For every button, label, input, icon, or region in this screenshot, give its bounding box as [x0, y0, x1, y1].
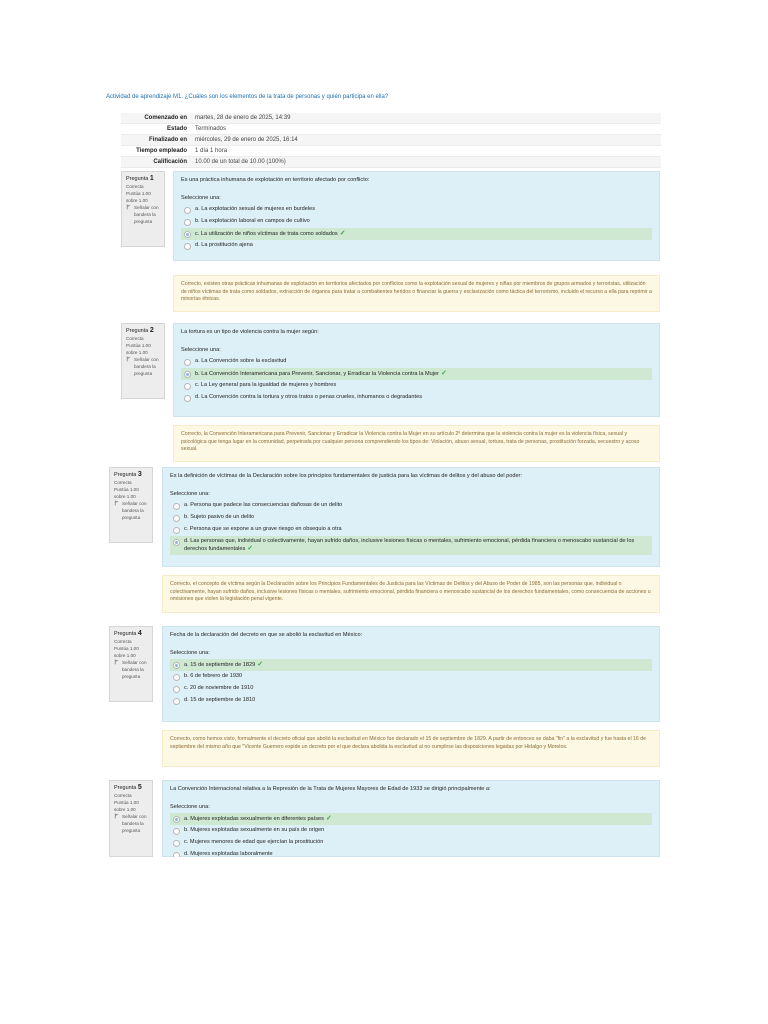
summary-label: Estado	[121, 124, 191, 135]
summary-value: miércoles, 29 de enero de 2025, 16:14	[191, 135, 661, 146]
question-number-label: Pregunta	[114, 472, 138, 478]
answer-radio[interactable]	[173, 816, 180, 823]
question-number-label: Pregunta	[126, 328, 150, 334]
flag-icon[interactable]	[114, 500, 120, 506]
question-number-value: 3	[137, 471, 142, 478]
summary-label: Calificación	[121, 157, 191, 168]
answer-option-label[interactable]: c. Mujeres menores de edad que ejercían la prostitución	[184, 838, 324, 845]
answer-radio[interactable]	[184, 207, 191, 214]
answer-radio[interactable]	[173, 503, 180, 510]
flag-question-link[interactable]	[126, 356, 160, 377]
question-formulation	[162, 780, 660, 857]
answer-option[interactable]	[170, 659, 652, 671]
answer-prompt: Seleccione una:	[181, 194, 221, 201]
answer-prompt: Seleccione una:	[170, 803, 210, 810]
question-score: Puntúa 1.00 sobre 1.00	[126, 191, 151, 203]
question-text: La Convención Internacional relativa a la Represión de la Trata de Mujeres Mayores de Edad de 1933 se dirigió principalmente a:	[170, 786, 491, 792]
answer-option[interactable]	[181, 216, 652, 228]
flag-question-link[interactable]	[114, 500, 148, 521]
question-formulation	[173, 171, 660, 261]
flag-question-label[interactable]: Señalar con bandera la pregunta	[122, 501, 147, 520]
flag-question-label[interactable]: Señalar con bandera la pregunta	[134, 357, 159, 376]
question-number-value: 2	[149, 327, 154, 334]
summary-row	[121, 113, 661, 124]
answer-option[interactable]	[181, 368, 652, 380]
answer-radio[interactable]	[173, 674, 180, 681]
answer-option-label[interactable]: b. Mujeres explotadas sexualmente en su país de origen	[184, 826, 325, 833]
answer-option-label[interactable]: b. Sujeto pasivo de un delito	[184, 513, 255, 520]
flag-icon[interactable]	[126, 356, 132, 362]
question-number-label: Pregunta	[114, 631, 138, 637]
answer-radio[interactable]	[173, 515, 180, 522]
answer-radio[interactable]	[173, 539, 180, 546]
question-number	[126, 327, 160, 335]
question-status: Correcta	[114, 793, 132, 798]
question-info	[109, 780, 153, 857]
answer-option[interactable]	[181, 228, 652, 240]
answer-radio[interactable]	[173, 698, 180, 705]
summary-value: Terminados	[191, 124, 661, 135]
answer-radio[interactable]	[184, 383, 191, 390]
summary-row	[121, 124, 661, 135]
question-2	[0, 323, 768, 417]
question-5	[0, 780, 768, 857]
question-status: Correcta	[114, 639, 132, 644]
answer-radio[interactable]	[173, 840, 180, 847]
answer-radio[interactable]	[184, 395, 191, 402]
check-icon: ✓	[325, 814, 332, 822]
question-number-value: 4	[137, 630, 142, 637]
answer-option[interactable]	[170, 849, 652, 858]
answer-radio[interactable]	[184, 231, 191, 238]
flag-question-label[interactable]: Señalar con bandera la pregunta	[134, 205, 159, 224]
answer-option-label[interactable]: d. Las personas que, individual o colectivamente, hayan sufrido daños, inclusive lesiones físicas o mentales, sufrimiento emocional, pérdida financiera o menoscabo sustancial de los derechos fundamentales ✓	[184, 537, 635, 552]
answer-option-label[interactable]: d. La Convención contra la tortura y otros tratos o penas crueles, inhumanos o degradantes	[195, 393, 422, 400]
breadcrumb-activity-link[interactable]: Actividad de aprendizaje M1. ¿Cuáles son los elementos de la trata de personas y quién participa en ella?	[106, 94, 389, 100]
answer-option-label[interactable]: d. La prostitución ajena	[195, 241, 253, 248]
question-formulation	[173, 323, 660, 417]
question-score: Puntúa 1.00 sobre 1.00	[126, 343, 151, 355]
question-number-label: Pregunta	[114, 785, 138, 791]
answer-option[interactable]	[170, 825, 652, 837]
question-feedback: Correcto, el concepto de víctima según la Declaración sobre los Principios Fundamentales de Justicia para las Víctimas de Delitos y del Abuso de Poder de 1985, son las personas que, individual o colectivamente, hayan sufrido daños, inclusive lesiones físicas o mentales, sufrimiento emocional, pérdida financiera o menoscabo sustancial de los derechos fundamentales, como consecuencia de acciones u omisiones que violen la legislación penal vigente.	[162, 575, 660, 613]
attempt-summary-table	[121, 113, 661, 168]
flag-question-label[interactable]: Señalar con bandera la pregunta	[122, 660, 147, 679]
question-text: Es la definición de víctimas de la Declaración sobre los principios fundamentales de justicia para las víctimas de delitos y del abuso del poder:	[170, 473, 522, 479]
question-number-value: 1	[149, 175, 154, 182]
answer-option-label[interactable]: d. Mujeres explotadas laboralmente	[184, 850, 273, 857]
answer-radio[interactable]	[173, 686, 180, 693]
summary-value: 10.00 de un total de 10.00 (100%)	[191, 157, 661, 168]
check-icon: ✓	[257, 660, 264, 668]
summary-value: 1 día 1 hora	[191, 146, 661, 157]
question-3	[0, 467, 768, 567]
answer-prompt: Seleccione una:	[170, 649, 210, 656]
flag-question-link[interactable]	[114, 813, 148, 834]
check-icon: ✓	[440, 369, 447, 377]
answer-radio[interactable]	[173, 662, 180, 669]
answer-radio[interactable]	[173, 527, 180, 534]
answer-option-label[interactable]: c. 20 de noviembre de 1910	[184, 684, 254, 691]
answer-prompt: Seleccione una:	[170, 490, 210, 497]
flag-icon[interactable]	[114, 813, 120, 819]
question-score: Puntúa 1.00 sobre 1.00	[114, 800, 139, 812]
question-feedback: Correcto, la Convención Interamericana para Prevenir, Sancionar y Erradicar la Violencia contra la Mujer en su artículo 2º determina que la violencia contra la mujer es la violencia física, sexual y psicológica que tenga lugar en la comunidad, perpetrada por cualquier persona comprendiendo los tipos de: Violación, abuso sexual, tortura, trata de personas, prostitución forzada, secuestro y acoso sexual.	[173, 425, 660, 462]
question-1	[0, 171, 768, 261]
summary-label: Finalizado en	[121, 135, 191, 146]
answer-option-label[interactable]: b. La explotación laboral en campos de cultivo	[195, 217, 310, 224]
answer-option[interactable]	[181, 356, 652, 368]
answer-option[interactable]	[181, 380, 652, 392]
question-info	[121, 323, 165, 399]
question-number	[114, 630, 148, 638]
answer-option-label[interactable]: a. Mujeres explotadas sexualmente en diferentes países ✓	[184, 814, 332, 822]
question-number	[126, 175, 160, 183]
question-text: Es una práctica inhumana de explotación en territorio afectado por conflicto:	[181, 177, 370, 183]
summary-label: Comenzado en	[121, 113, 191, 124]
answer-option[interactable]	[170, 524, 652, 536]
question-score: Puntúa 1.00 sobre 1.00	[114, 646, 139, 658]
answer-option-label[interactable]: c. La Ley general para la igualdad de mujeres y hombres	[195, 381, 337, 388]
answer-radio[interactable]	[184, 219, 191, 226]
summary-row	[121, 146, 661, 157]
question-info	[121, 171, 165, 247]
question-status: Correcta	[114, 480, 132, 485]
answer-option-label[interactable]: b. 6 de febrero de 1930	[184, 672, 243, 679]
flag-question-link[interactable]	[126, 204, 160, 225]
answer-option-label[interactable]: a. La explotación sexual de mujeres en burdeles	[195, 205, 316, 212]
answer-option-label[interactable]: a. La Convención sobre la esclavitud	[195, 357, 287, 364]
answer-radio[interactable]	[184, 371, 191, 378]
question-number	[114, 471, 148, 479]
question-feedback: Correcto, existen otras prácticas inhumanas de explotación en territorios afectados por conflictos como la explotación sexual de mujeres y niñas por miembros de grupos armados y terroristas, utilización de niños víctimas de trata como soldados, extracción de órganos para tratar a combatientes heridos o financiar la guerra y esclavización como táctica del terrorismo, incluido el recurso a ella para reprimir a minorías étnicas.	[173, 275, 660, 312]
question-formulation	[162, 467, 660, 567]
answer-option[interactable]	[170, 683, 652, 695]
question-text: Fecha de la declaración del decreto en que se abolió la esclavitud en México:	[170, 632, 363, 638]
question-number-label: Pregunta	[126, 176, 150, 182]
summary-row	[121, 135, 661, 146]
answer-option-label[interactable]: b. La Convención Interamericana para Prevenir, Sancionar, y Erradicar la Violencia contra la Mujer ✓	[195, 369, 447, 377]
check-icon: ✓	[247, 544, 254, 552]
question-number-value: 5	[137, 784, 142, 791]
flag-icon[interactable]	[126, 204, 132, 210]
question-status: Correcta	[126, 184, 144, 189]
answer-option-label[interactable]: c. Persona que se expone a un grave riesgo en obsequio a otra	[184, 525, 342, 532]
answer-option-label[interactable]: c. La utilización de niños víctimas de trata como soldados ✓	[195, 229, 346, 237]
question-info	[109, 467, 153, 543]
answer-option[interactable]	[170, 500, 652, 512]
answer-option[interactable]	[181, 392, 652, 404]
answer-option[interactable]	[170, 512, 652, 524]
question-number	[114, 784, 148, 792]
answer-option-label[interactable]: a. Persona que padece las consecuencias dañosas de un delito	[184, 501, 343, 508]
answer-option[interactable]	[170, 837, 652, 849]
answer-radio[interactable]	[184, 359, 191, 366]
flag-question-link[interactable]	[114, 659, 148, 680]
answer-radio[interactable]	[184, 243, 191, 250]
answer-option[interactable]	[170, 671, 652, 683]
answer-radio[interactable]	[173, 828, 180, 835]
flag-question-label[interactable]: Señalar con bandera la pregunta	[122, 814, 147, 833]
summary-value: martes, 28 de enero de 2025, 14:39	[191, 113, 661, 124]
question-status: Correcta	[126, 336, 144, 341]
answer-option[interactable]	[170, 813, 652, 825]
question-text: La tortura es un tipo de violencia contra la mujer según:	[181, 329, 319, 335]
summary-label: Tiempo empleado	[121, 146, 191, 157]
answer-option[interactable]	[170, 695, 652, 707]
answer-option[interactable]	[181, 240, 652, 252]
summary-row	[121, 157, 661, 168]
check-icon: ✓	[339, 229, 346, 237]
flag-icon[interactable]	[114, 659, 120, 665]
answer-prompt: Seleccione una:	[181, 346, 221, 353]
answer-option[interactable]	[181, 204, 652, 216]
answer-option-label[interactable]: d. 15 de septiembre de 1810	[184, 696, 256, 703]
answer-radio[interactable]	[173, 852, 180, 858]
answer-option[interactable]	[170, 536, 652, 555]
question-4	[0, 626, 768, 722]
question-info	[109, 626, 153, 702]
question-score: Puntúa 1.00 sobre 1.00	[114, 487, 139, 499]
question-feedback: Correcto, como hemos visto, formalmente el decreto oficial que abolió la esclavitud en México fue declarado el 15 de septiembre de 1829. A partir de entonces se daba "fin" a la esclavitud y fue hasta el 16 de septiembre del mismo año que "Vicente Guerrero expide un decreto por el que declara abolida la esclavitud al no cumplirse las disposiciones legadas por Hidalgo y Morelos.	[162, 730, 660, 767]
question-formulation	[162, 626, 660, 722]
answer-option-label[interactable]: a. 15 de septiembre de 1829 ✓	[184, 660, 264, 668]
